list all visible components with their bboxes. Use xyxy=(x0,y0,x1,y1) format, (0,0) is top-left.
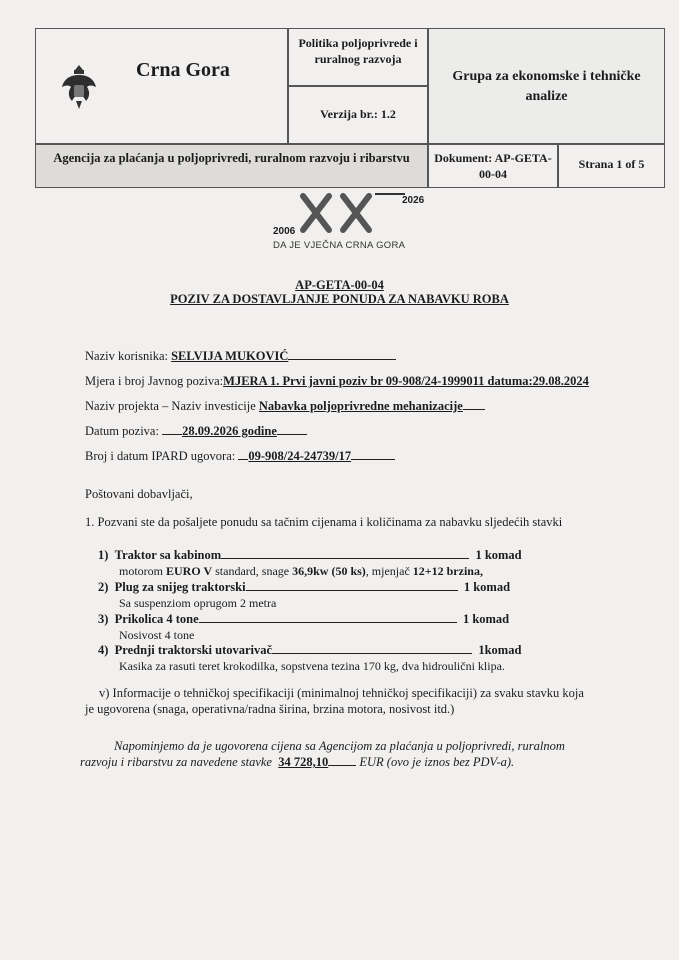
document-code: AP-GETA-00-04 xyxy=(295,278,384,292)
header-table xyxy=(35,28,665,188)
field-date xyxy=(85,424,307,439)
document-title: POZIV ZA DOSTAVLJANJE PONUDA ZA NABAVKU ROBA xyxy=(170,292,509,306)
country-cell xyxy=(35,28,288,144)
logo-year-end: 2026 xyxy=(402,195,425,206)
item-name: Plug za snijeg traktorski xyxy=(114,580,246,594)
agency-cell: Agencija za plaćanja u poljoprivredi, ruralnom razvoju i ribarstvu xyxy=(35,144,428,188)
version-cell: Verzija br.: 1.2 xyxy=(288,86,428,144)
field-measure-value: MJERA 1. Prvi javni poziv br 09-908/24-1999011 datuma:29.08.2024 xyxy=(223,374,589,388)
greeting: Poštovani dobavljači, xyxy=(85,487,193,501)
item-3-description: Nosivost 4 tone xyxy=(119,628,195,642)
field-user xyxy=(85,349,396,364)
field-user-value: SELVIJA MUKOVIĆ xyxy=(171,349,289,363)
field-measure-label: Mjera i broj Javnog poziva: xyxy=(85,374,224,388)
item-name: Traktor sa kabinom xyxy=(114,548,222,562)
logo-year-start: 2006 xyxy=(273,226,296,237)
field-project-value: Nabavka poljoprivredne mehanizacije xyxy=(258,399,463,413)
field-project-label: Naziv projekta – Naziv investicije xyxy=(85,399,256,413)
item-name: Prikolica 4 tone xyxy=(114,612,199,626)
item-qty: 1komad xyxy=(478,643,522,657)
field-date-value: 28.09.2026 godine xyxy=(182,424,277,438)
field-measure xyxy=(85,374,589,389)
item-qty: 1 komad xyxy=(462,612,510,626)
list-item-4: 4) Prednji traktorski utovarivač 1komad xyxy=(98,643,522,657)
montenegro-crest-icon xyxy=(60,63,98,113)
field-contract xyxy=(85,449,395,464)
item-2-description: Sa suspenziom oprugom 2 metra xyxy=(119,596,277,610)
list-item-3: 3) Prikolica 4 tone 1 komad xyxy=(98,612,510,626)
note-text-line1: Napominjemo da je ugovorena cijena sa Agencijom za plaćanja u poljoprivredi, ruralnom xyxy=(114,739,565,753)
info-text-line2: je ugovorena (snaga, operativna/radna širina, brzina motora, nosivost itd.) xyxy=(85,702,455,716)
field-contract-label: Broj i datum IPARD ugovora: xyxy=(85,449,236,463)
item-name: Prednji traktorski utovarivač xyxy=(114,643,273,657)
info-text-line1: v) Informacije o tehničkoj specifikaciji (minimalnoj tehničkoj specifikaciji) za svaku stavku koja xyxy=(99,686,584,700)
list-item-2: 2) Plug za snijeg traktorski 1 komad xyxy=(98,580,511,594)
field-date-label: Datum poziva: xyxy=(85,424,159,438)
note-text-line2: razvoju i ribarstvu za navedene stavke 34 728,10 EUR (ovo je iznos bez PDV-a). xyxy=(80,755,515,769)
page-cell: Strana 1 of 5 xyxy=(558,144,665,188)
intro-text: 1. Pozvani ste da pošaljete ponudu sa tačnim cijenama i količinama za nabavku sljedećih stavki xyxy=(85,515,563,529)
list-item-1: 1) Traktor sa kabinom 1 komad xyxy=(98,548,522,562)
group-cell: Grupa za ekonomske i tehničke analize xyxy=(428,28,665,144)
item-qty: 1 komad xyxy=(463,580,511,594)
field-user-label: Naziv korisnika: xyxy=(85,349,168,363)
logo-slogan: DA JE VJEČNA CRNA GORA xyxy=(273,240,406,251)
item-1-description: motorom EURO V standard, snage 36,9kw (50 ks), mjenjač 12+12 brzina, xyxy=(119,564,483,578)
item-qty: 1 komad xyxy=(475,548,522,562)
country-name: Crna Gora xyxy=(136,59,230,81)
document-cell: Dokument: AP-GETA-00-04 xyxy=(428,144,558,188)
field-contract-value: 09-908/24-24739/17 xyxy=(248,449,352,463)
field-project xyxy=(85,399,485,414)
policy-cell: Politika poljoprivrede i ruralnog razvoja xyxy=(288,28,428,86)
item-4-description: Kasika za rasuti teret krokodilka, sopstvena tezina 170 kg, dva hidroulični klipa. xyxy=(119,659,505,673)
note-amount: 34 728,10 xyxy=(278,755,329,769)
